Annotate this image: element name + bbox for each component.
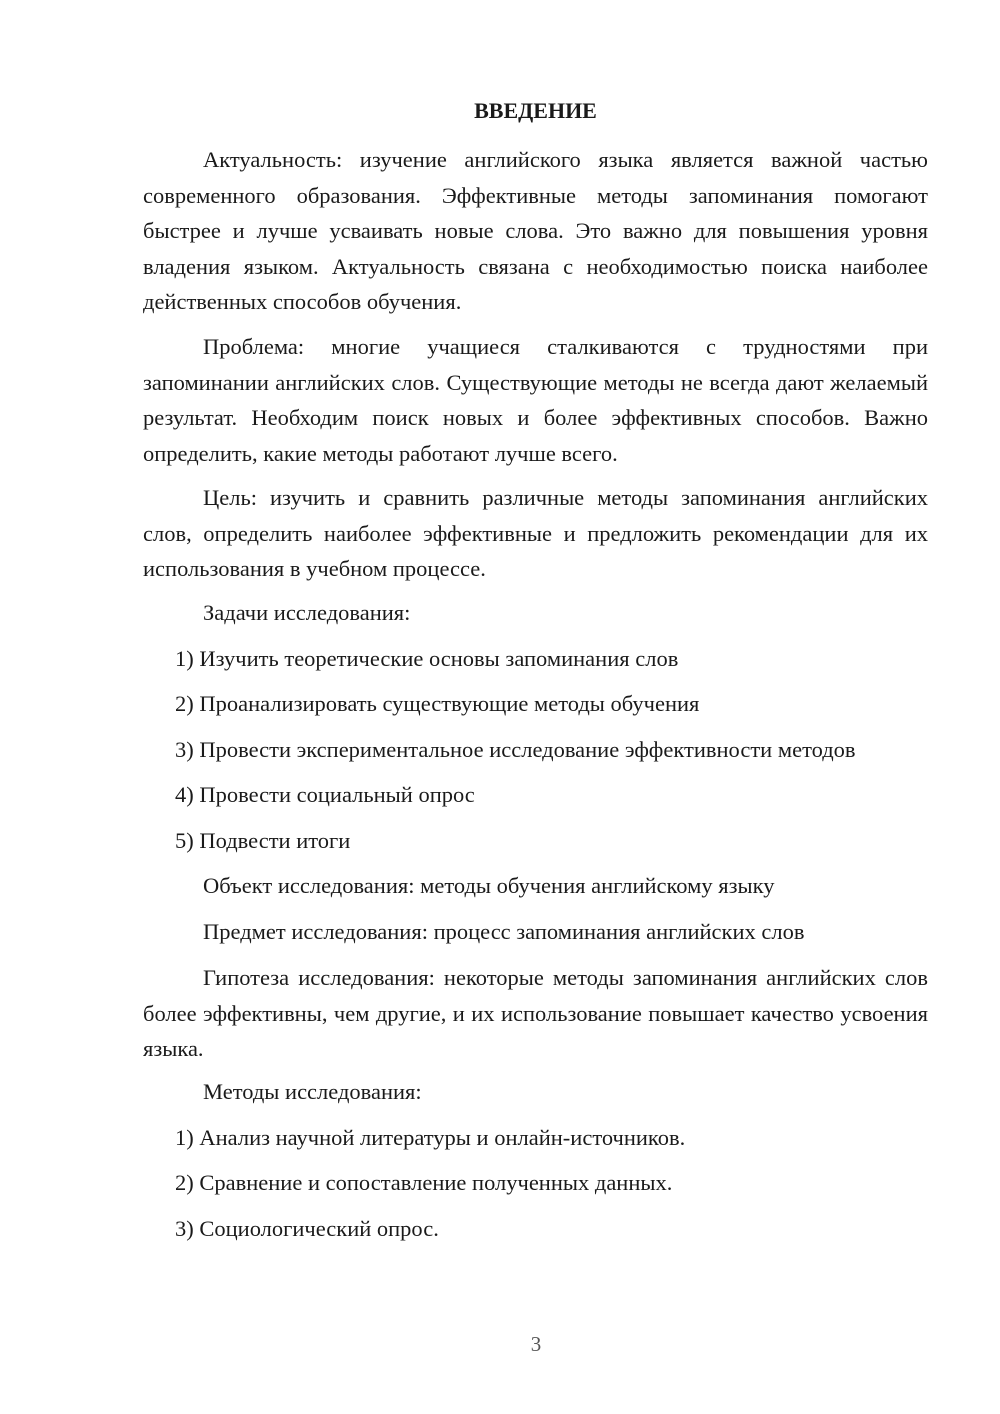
task-item: 1) Изучить теоретические основы запоминания слов — [175, 646, 679, 671]
research-subject: Предмет исследования: процесс запоминания английских слов — [203, 919, 805, 944]
task-item: 4) Провести социальный опрос — [175, 782, 475, 807]
research-object: Объект исследования: методы обучения английскому языку — [203, 873, 775, 898]
task-item: 3) Провести экспериментальное исследование эффективности методов — [175, 737, 856, 762]
goal-paragraph: Цель: изучить и сравнить различные методы запоминания английских слов, определить наиболее эффективные и предложить рекомендации для их использования в учебном процессе. — [143, 485, 928, 581]
method-item: 1) Анализ научной литературы и онлайн-источников. — [175, 1125, 686, 1150]
task-item: 5) Подвести итоги — [175, 828, 351, 853]
hypothesis-paragraph: Гипотеза исследования: некоторые методы запоминания английских слов более эффективны, чем другие, и их использование повышает качество усвоения языка. — [143, 965, 928, 1061]
method-item: 2) Сравнение и сопоставление полученных данных. — [175, 1170, 673, 1195]
relevance-paragraph: Актуальность: изучение английского языка является важной частью современного образования. Эффективные методы запоминания помогают быстрее и лучше усваивать новые слова. Это важно для повышения уровня владения языком. Актуальность связана с необходимостью поиска наиболее действенных способов обучения. — [143, 147, 928, 314]
tasks-heading: Задачи исследования: — [203, 600, 411, 625]
section-title: ВВЕДЕНИЕ — [474, 98, 597, 123]
methods-heading: Методы исследования: — [203, 1079, 422, 1104]
task-item: 2) Проанализировать существующие методы обучения — [175, 691, 700, 716]
problem-paragraph: Проблема: многие учащиеся сталкиваются с трудностями при запоминании английских слов. Существующие методы не всегда дают желаемый результат. Необходим поиск новых и более эффективных способов. Важно определить, какие методы работают лучше всего. — [143, 334, 928, 466]
page-number: 3 — [530, 1332, 542, 1356]
method-item: 3) Социологический опрос. — [175, 1216, 439, 1241]
